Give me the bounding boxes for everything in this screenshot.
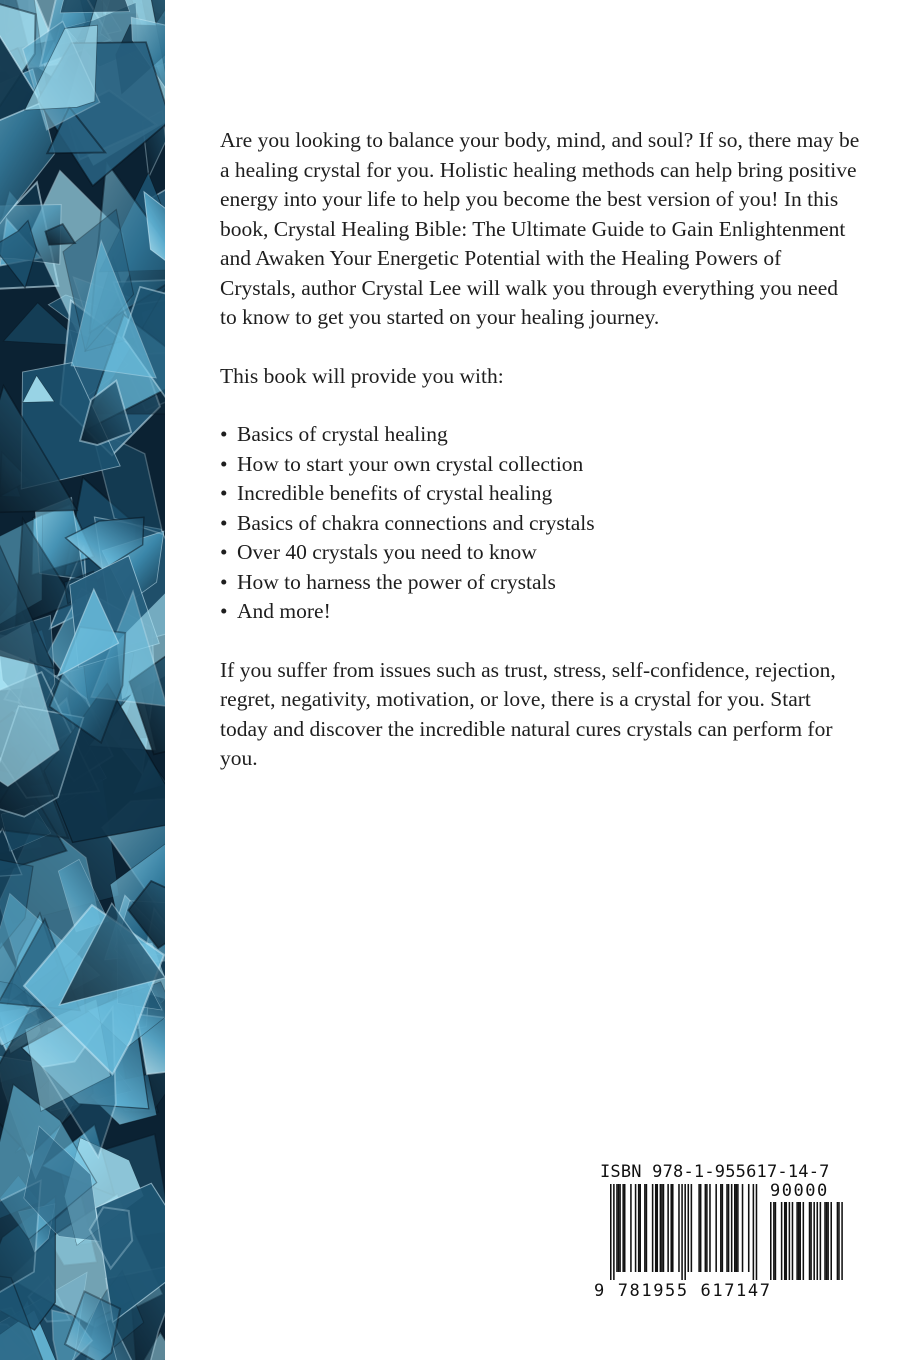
barcode-bar xyxy=(698,1184,700,1272)
barcode-bar xyxy=(616,1184,618,1272)
barcode-bar xyxy=(720,1184,722,1272)
barcode-bar xyxy=(646,1184,648,1272)
addon-bar xyxy=(810,1202,812,1280)
addon-bar xyxy=(781,1202,783,1280)
addon-bar xyxy=(799,1202,801,1280)
barcode-bar xyxy=(613,1184,615,1280)
addon-bar xyxy=(775,1202,777,1280)
addon-bar xyxy=(824,1202,826,1280)
isbn-label: ISBN 978-1-955617-14-7 xyxy=(600,1162,830,1182)
barcode-bar xyxy=(678,1184,680,1272)
barcode-bar xyxy=(672,1184,674,1272)
crystal-cover-image xyxy=(0,0,165,1360)
ean-first-digit: 9 xyxy=(594,1281,606,1301)
addon-bar xyxy=(809,1202,811,1280)
barcode-bar xyxy=(737,1184,739,1272)
barcode-bar xyxy=(722,1184,724,1272)
barcode-bar xyxy=(728,1184,730,1272)
barcode-bar xyxy=(715,1184,717,1272)
closing-paragraph: If you suffer from issues such as trust, stress, self-confidence, rejection, regret, negativity, motivation, or love, there is a crystal for you. Start today and discover the incredible natural cures crystals can perform for you. xyxy=(220,657,836,770)
addon-bar xyxy=(789,1202,791,1280)
list-item: • Over 40 crystals you need to know xyxy=(220,538,860,568)
list-item: • How to harness the power of crystals xyxy=(220,568,860,598)
barcode-bar xyxy=(706,1184,708,1272)
barcode-bar xyxy=(726,1184,728,1272)
barcode-bar xyxy=(705,1184,707,1272)
barcode-bar xyxy=(709,1184,711,1272)
addon-bar xyxy=(803,1202,805,1280)
addon-bar xyxy=(838,1202,840,1280)
barcode-bar xyxy=(624,1184,626,1272)
barcode-bar xyxy=(619,1184,621,1272)
barcode-bar xyxy=(756,1184,758,1280)
barcode-bar xyxy=(736,1184,738,1272)
addon-bar xyxy=(770,1202,772,1280)
addon-bar xyxy=(826,1202,828,1280)
barcode-bar xyxy=(655,1184,657,1272)
provide-heading: This book will provide you with: xyxy=(220,363,504,388)
benefits-list xyxy=(220,420,860,627)
addon-bar xyxy=(841,1202,843,1280)
barcode-bar xyxy=(639,1184,641,1272)
barcode-bar xyxy=(734,1184,736,1272)
barcode-bar xyxy=(731,1184,733,1272)
addon-bar xyxy=(830,1202,832,1280)
price-code: 90000 xyxy=(770,1181,829,1201)
barcode-bar xyxy=(742,1184,744,1272)
list-item: • Basics of crystal healing xyxy=(220,420,860,450)
back-cover-description xyxy=(220,126,860,774)
ean-digits xyxy=(594,1281,772,1301)
barcode-bar xyxy=(688,1184,690,1272)
barcode-bar xyxy=(657,1184,659,1272)
barcode-bar xyxy=(748,1184,750,1272)
barcode-bar xyxy=(622,1184,624,1272)
addon-bar xyxy=(773,1202,775,1280)
list-item: • How to start your own crystal collection xyxy=(220,450,860,480)
addon-bar xyxy=(837,1202,839,1280)
barcode-bar xyxy=(670,1184,672,1272)
addon-bar xyxy=(798,1202,800,1280)
addon-bar xyxy=(796,1202,798,1280)
ean-left-digits: 781955 xyxy=(617,1281,689,1301)
barcode-bar xyxy=(618,1184,620,1272)
barcode-bar xyxy=(700,1184,702,1272)
barcode-bar xyxy=(644,1184,646,1272)
addon-bar xyxy=(820,1202,822,1280)
barcode-bar xyxy=(663,1184,665,1272)
barcode-bar xyxy=(630,1184,632,1272)
list-item: • Incredible benefits of crystal healing xyxy=(220,479,860,509)
crystal-illustration xyxy=(0,0,165,1360)
barcode-bar xyxy=(661,1184,663,1272)
ean-right-digits: 617147 xyxy=(700,1281,772,1301)
addon-bar xyxy=(813,1202,815,1280)
isbn-barcode xyxy=(594,1160,854,1308)
barcode-bar xyxy=(691,1184,693,1272)
barcode-bar xyxy=(660,1184,662,1272)
barcode-bar xyxy=(638,1184,640,1272)
addon-bar xyxy=(827,1202,829,1280)
barcode-bar xyxy=(610,1184,612,1280)
intro-paragraph: Are you looking to balance your body, mind, and soul? If so, there may be a healing crystal for you. Holistic healing methods can help bring positive energy into your life to help you become the best version of you! In this book, Crystal Healing Bible: The Ultimate Guide to Gain Enlightenment and Awaken Your Energetic Potential with the Healing Powers of Crystals, author Crystal Lee will walk you through everything you need to know to get you started on your healing journey. xyxy=(220,128,860,329)
crystal-shard xyxy=(60,0,129,13)
barcode-bar xyxy=(753,1184,755,1280)
barcode-bar xyxy=(652,1184,654,1272)
addon-bar xyxy=(792,1202,794,1280)
addon-bar xyxy=(786,1202,788,1280)
barcode-bar xyxy=(681,1184,683,1280)
list-item: • And more! xyxy=(220,597,860,627)
barcode-bar xyxy=(635,1184,637,1272)
list-item: • Basics of chakra connections and crystals xyxy=(220,509,860,539)
barcode-bar xyxy=(684,1184,686,1280)
barcode-bar xyxy=(667,1184,669,1272)
addon-bar xyxy=(817,1202,819,1280)
addon-bar xyxy=(784,1202,786,1280)
